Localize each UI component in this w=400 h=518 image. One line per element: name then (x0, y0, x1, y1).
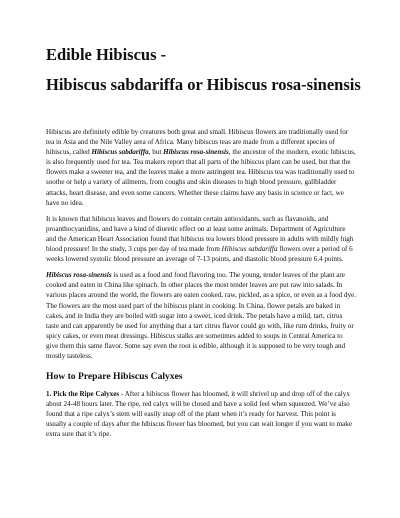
page-title: Edible Hibiscus - (46, 45, 167, 64)
species-name-sabdariffa: Hibiscus sabdariffa (221, 245, 278, 254)
paragraph-text: is used as a food and food flavoring too. The young, tender leaves of the plant are cooked and eaten in China like spinach. In other places the most tender leaves are put raw into salads. In various places around the world, the flowers are eaten cooked, raw, pickled, as a spice, or even as a food dye. The flowers are the most used part of the hibiscus plant in cooking. In China, flower petals are baked in cakes, and in India they are boiled with sugar into a sweet, iced drink. The petals have a mild, tart, citrus taste and can apparently be used for anything that a tart citrus flavor could go with, like rum drinks, fruity or spicy cakes, or even meat dressings. Hibiscus stalks are sometimes added to soups in Central America to give them this same flavor. Some say even the root is edible, although it is supposed to be very tough and mostly tasteless. (46, 271, 356, 360)
paragraph-text: Hibiscus are definitely edible by creatures both great and small. Hibiscus flowers are traditionally used for tea in Asia and the Nile Valley area of Africa. Many hibiscus teas are made from a different species of hibiscus, called (46, 128, 349, 157)
paragraph-text: flowers over a period of 6 weeks lowered systolic blood pressure an average of 7-13 points, and diastolic blood pressure 6.4 points. (46, 245, 353, 264)
step-text: - After a hibiscus flower has bloomed, it will shrivel up and drop off of the calyx about 24-48 hours later. The ripe, red calyx will be closed and have a solid feel when squeezed. We’ve also found that a ripe calyx’s stem will easily snap off of the plant when it’s ready for harvest. This point is usually a couple of days after the hibiscus flower has bloomed, but you can wait longer if you want to make extra sure that it’s ripe. (46, 390, 352, 439)
paragraph-text: It is known that hibiscus leaves and flowers do contain certain antioxidants, such as flavanoids, and proanthocyanidins, and have a kind of diuretic effect on at least some animals. Department of Agriculture and the American Heart Association found that hibiscus tea lowers blood pressure in adults with mildly high blood pressure! In the study, 3 cups per day of tea made from (46, 214, 354, 254)
section-heading: How to Prepare Hibiscus Calyxes (46, 371, 183, 383)
step-item (46, 389, 356, 439)
species-name-rosa-sinensis: Hibiscus rosa-sinensis (163, 148, 229, 157)
page-subtitle: Hibiscus sabdariffa or Hibiscus rosa-sinensis (46, 75, 361, 94)
step-label: 1. Pick the Ripe Calyxes (46, 390, 120, 399)
paragraph-intro (46, 127, 356, 208)
species-name-sabdariffa: Hibiscus sabdariffa (91, 148, 149, 157)
species-name-rosa-sinensis: Hibiscus rosa-sinensis (46, 271, 112, 280)
paragraph-text: , but (148, 148, 164, 157)
paragraph-text: , the ancestor of the modern, exotic hibiscus, is also frequently used for tea. Tea makers report that all parts of the hibiscus plant can be used, but that the flowers make a sweeter tea, and the leaves make a more astringent tea. Hibiscus tea was traditionally used to soothe or help a variety of ailments, from coughs and skin diseases to high blood pressure, gallbladder attacks, heart disease, and even some cancers. Whether these claims have any basis in science or fact, we have no idea. (46, 148, 356, 207)
paragraph-food (46, 270, 356, 361)
paragraph-health (46, 214, 356, 264)
